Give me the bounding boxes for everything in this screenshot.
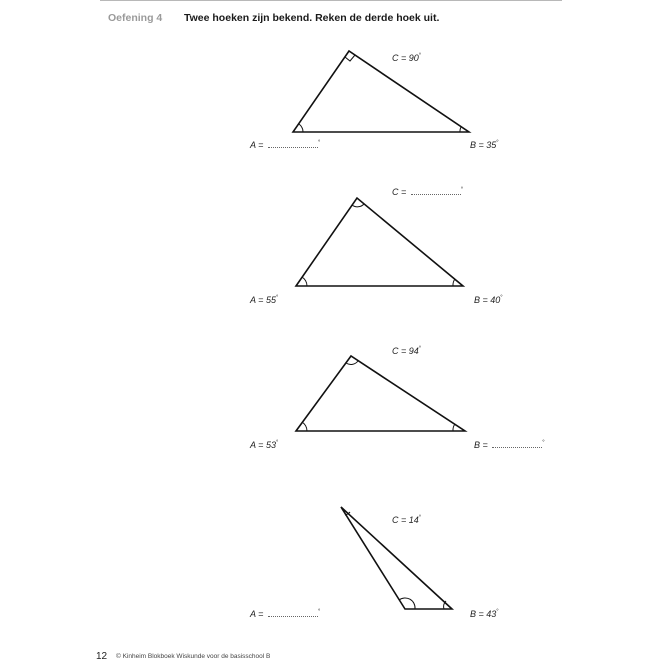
angle-arc-a-1 [299, 124, 303, 132]
angle-b-label-4 [470, 609, 499, 619]
degree-mark: ° [496, 140, 499, 146]
angle-b-value-1: 35 [486, 140, 497, 150]
angle-c-prefix-4: C = [392, 515, 407, 525]
degree-mark: ° [275, 440, 279, 446]
angle-b-prefix-2: B = [474, 295, 488, 305]
angle-c-value-4: 14 [408, 515, 419, 525]
degree-mark: ° [496, 609, 499, 615]
angle-arc-b-2 [453, 279, 455, 286]
angle-a-prefix-3: A = [250, 440, 264, 450]
angle-a-label-3 [250, 440, 278, 450]
degree-mark: ° [418, 346, 422, 352]
angle-c-value-1: 90 [408, 53, 419, 63]
angle-a-label-2 [250, 295, 278, 305]
angle-b-value-4: 43 [486, 609, 497, 619]
exercise-instruction: Twee hoeken zijn bekend. Reken de derde hoek uit. [184, 12, 440, 24]
angle-arc-a-3 [302, 422, 307, 431]
angle-a-label-1 [250, 140, 320, 150]
angle-c-label-4 [392, 515, 421, 525]
degree-mark: ° [460, 187, 464, 193]
angle-a-prefix-1: A = [250, 140, 264, 150]
angle-arc-b-3 [453, 424, 455, 431]
angle-b-prefix-1: B = [470, 140, 484, 150]
angle-a-prefix-4: A = [250, 609, 264, 619]
angle-c-prefix-3: C = [392, 346, 407, 356]
angle-arc-c-2 [352, 204, 364, 207]
triangle-3 [296, 356, 465, 431]
angle-c-label-3 [392, 346, 421, 356]
angle-a-answer-blank-1 [268, 140, 321, 148]
angle-a-answer-blank-4 [268, 609, 321, 617]
degree-mark: ° [317, 609, 321, 615]
page-number: 12 [96, 651, 108, 662]
angle-a-label-4 [250, 609, 320, 619]
angle-arc-a-2 [302, 277, 307, 286]
degree-mark: ° [317, 140, 321, 146]
angle-b-answer-blank-3 [492, 440, 545, 448]
angle-b-value-2: 40 [490, 295, 501, 305]
angle-a-value-3: 53 [265, 440, 276, 450]
angle-c-prefix-1: C = [392, 53, 407, 63]
angle-b-label-2 [474, 295, 503, 305]
angle-c-prefix-2: C = [392, 187, 407, 197]
footer-copyright: © Kinheim Blokboek Wiskunde voor de basisschool B [116, 653, 271, 660]
angle-a-prefix-2: A = [250, 295, 264, 305]
angle-c-label-1 [392, 53, 421, 63]
triangle-1 [293, 51, 469, 132]
angle-b-prefix-3: B = [474, 440, 488, 450]
angle-c-value-3: 94 [408, 346, 419, 356]
degree-mark: ° [275, 295, 279, 301]
degree-mark: ° [500, 295, 503, 301]
angle-a-value-2: 55 [265, 295, 276, 305]
angle-b-label-3 [474, 440, 545, 450]
angle-c-label-2 [392, 187, 463, 197]
angle-c-answer-blank-2 [411, 187, 464, 195]
triangle-2 [296, 198, 463, 286]
degree-mark: ° [542, 440, 545, 446]
angle-b-label-1 [470, 140, 499, 150]
angle-b-prefix-4: B = [470, 609, 484, 619]
exercise-label: Oefening 4 [108, 12, 163, 24]
degree-mark: ° [418, 515, 422, 521]
degree-mark: ° [418, 53, 422, 59]
